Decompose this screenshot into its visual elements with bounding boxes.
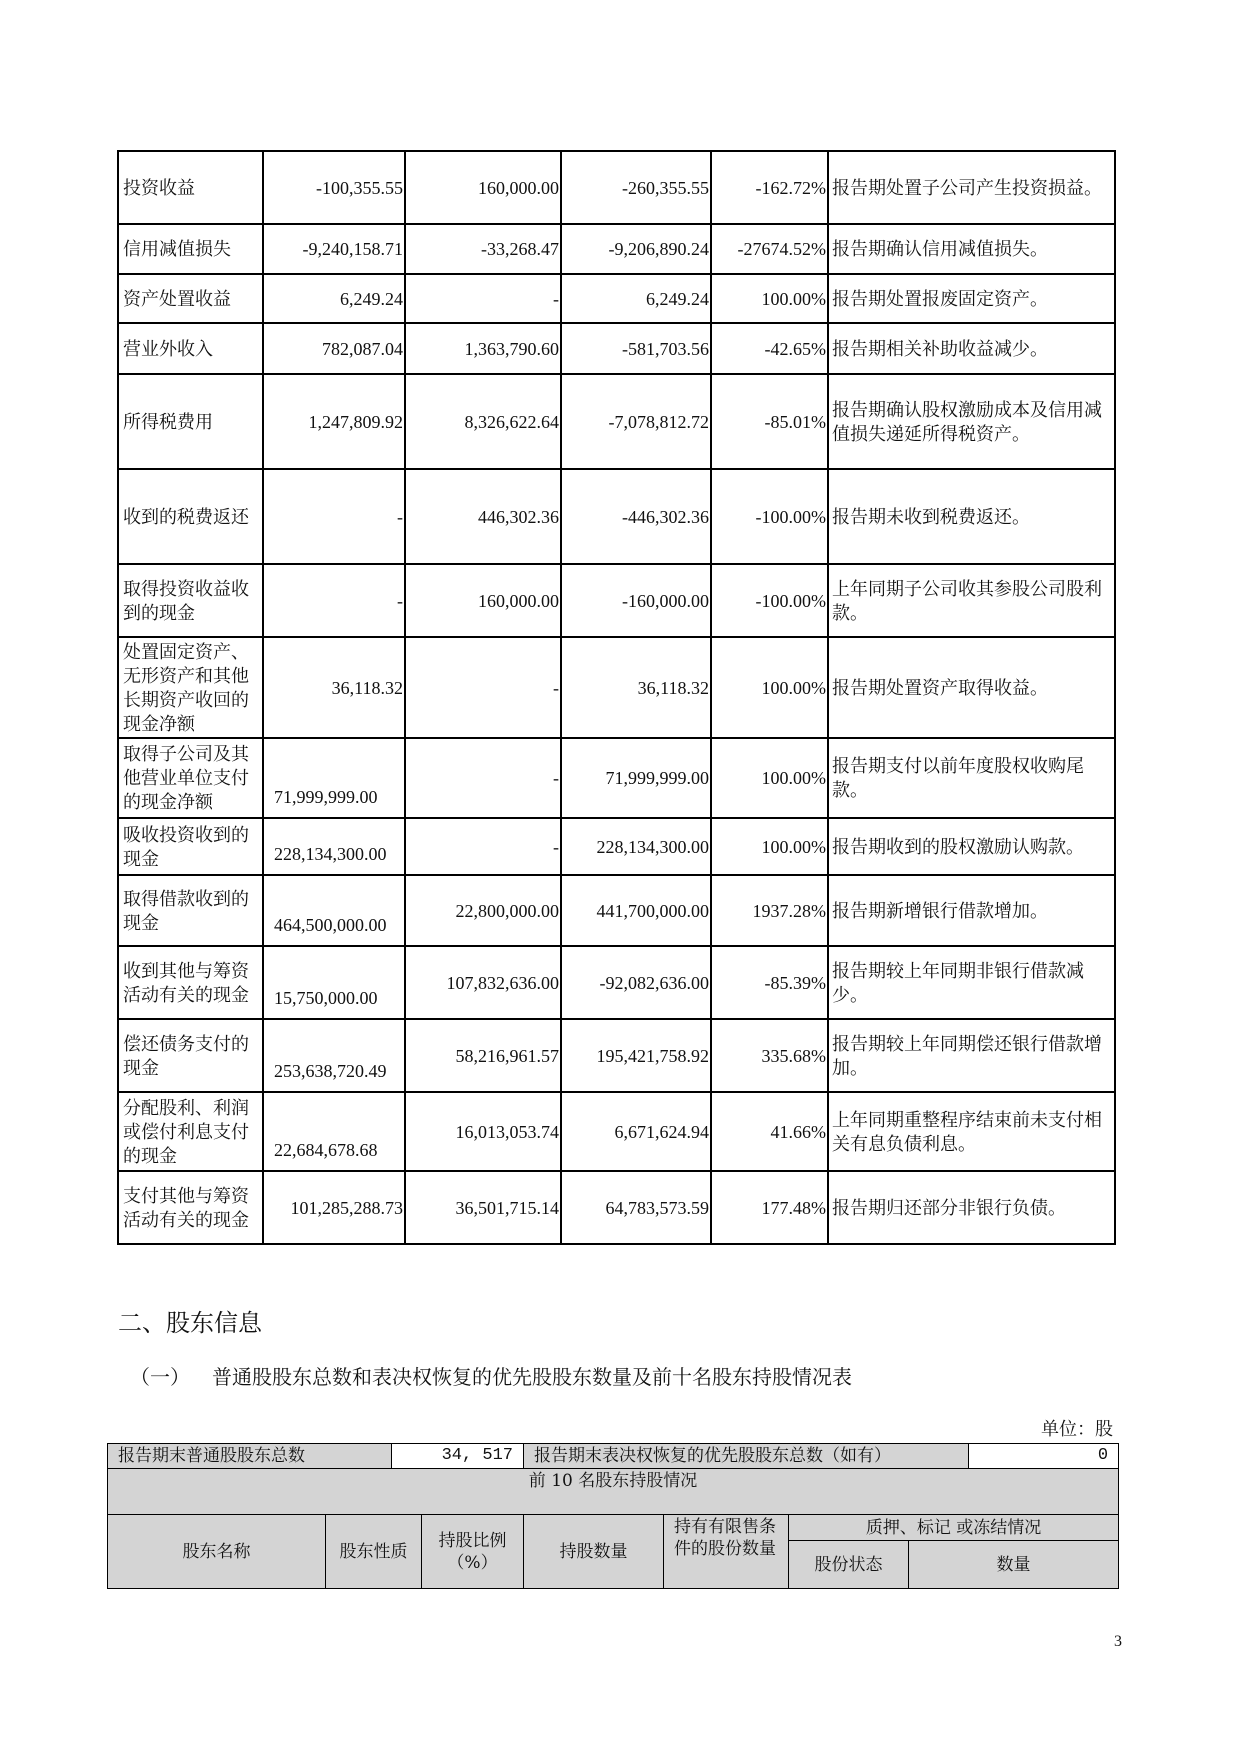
header-status: 股份状态 — [789, 1541, 909, 1589]
table-row — [108, 1444, 1119, 1469]
prior-value: 446,302.36 — [405, 469, 561, 564]
current-value: 6,249.24 — [263, 274, 405, 323]
change-value: 6,249.24 — [561, 274, 711, 323]
current-value: -100,355.55 — [263, 151, 405, 224]
change-value: 441,700,000.00 — [561, 875, 711, 946]
change-value: -446,302.36 — [561, 469, 711, 564]
table-row — [118, 1171, 1115, 1244]
table-row — [118, 323, 1115, 374]
reason-note: 报告期未收到税费返还。 — [828, 469, 1115, 564]
change-value: -260,355.55 — [561, 151, 711, 224]
table-row — [118, 637, 1115, 738]
prior-value: 160,000.00 — [405, 564, 561, 637]
current-value: 15,750,000.00 — [263, 946, 405, 1019]
item-label: 营业外收入 — [118, 323, 263, 374]
prior-value: 107,832,636.00 — [405, 946, 561, 1019]
reason-note: 报告期处置资产取得收益。 — [828, 637, 1115, 738]
reason-note: 报告期支付以前年度股权收购尾款。 — [828, 738, 1115, 818]
item-label: 吸收投资收到的现金 — [118, 818, 263, 875]
prior-value: 1,363,790.60 — [405, 323, 561, 374]
change-percent: 100.00% — [711, 818, 828, 875]
change-percent: 100.00% — [711, 274, 828, 323]
item-label: 取得子公司及其他营业单位支付的现金净额 — [118, 738, 263, 818]
prior-value: 16,013,053.74 — [405, 1092, 561, 1171]
prior-value: - — [405, 274, 561, 323]
item-label: 偿还债务支付的现金 — [118, 1019, 263, 1092]
header-nature: 股东性质 — [326, 1515, 422, 1589]
prior-value: - — [405, 738, 561, 818]
subsection-number: （一） — [130, 1367, 190, 1389]
change-percent: -100.00% — [711, 564, 828, 637]
change-percent: 41.66% — [711, 1092, 828, 1171]
change-value: -92,082,636.00 — [561, 946, 711, 1019]
total-common-label: 报告期末普通股股东总数 — [108, 1444, 392, 1469]
item-label: 取得借款收到的现金 — [118, 875, 263, 946]
reason-note: 报告期处置报废固定资产。 — [828, 274, 1115, 323]
change-percent: -85.01% — [711, 374, 828, 469]
top10-caption: 前 10 名股东持股情况 — [108, 1469, 1119, 1515]
header-amount: 数量 — [909, 1541, 1119, 1589]
change-value: 195,421,758.92 — [561, 1019, 711, 1092]
item-label: 所得税费用 — [118, 374, 263, 469]
current-value: 253,638,720.49 — [263, 1019, 405, 1092]
subsection-text: 普通股股东总数和表决权恢复的优先股股东数量及前十名股东持股情况表 — [212, 1367, 852, 1389]
current-value: - — [263, 564, 405, 637]
change-percent: -162.72% — [711, 151, 828, 224]
table-row — [108, 1469, 1119, 1515]
table-row — [118, 946, 1115, 1019]
prior-value: -33,268.47 — [405, 224, 561, 274]
prior-value: - — [405, 637, 561, 738]
reason-note: 报告期处置子公司产生投资损益。 — [828, 151, 1115, 224]
header-ratio: 持股比例（%） — [422, 1515, 524, 1589]
table-row — [118, 151, 1115, 224]
change-percent: -100.00% — [711, 469, 828, 564]
item-label: 收到的税费返还 — [118, 469, 263, 564]
item-label: 处置固定资产、无形资产和其他长期资产收回的现金净额 — [118, 637, 263, 738]
table-row — [108, 1515, 1119, 1541]
current-value: 36,118.32 — [263, 637, 405, 738]
current-value: - — [263, 469, 405, 564]
total-pref-label: 报告期末表决权恢复的优先股股东总数（如有） — [524, 1444, 969, 1469]
item-label: 支付其他与筹资活动有关的现金 — [118, 1171, 263, 1244]
item-label: 取得投资收益收到的现金 — [118, 564, 263, 637]
current-value: 228,134,300.00 — [263, 818, 405, 875]
current-value: 1,247,809.92 — [263, 374, 405, 469]
prior-value: - — [405, 818, 561, 875]
change-value: -581,703.56 — [561, 323, 711, 374]
table-row — [118, 274, 1115, 323]
prior-value: 8,326,622.64 — [405, 374, 561, 469]
table-row — [118, 1092, 1115, 1171]
current-value: 782,087.04 — [263, 323, 405, 374]
shareholder-table — [107, 1443, 1119, 1589]
reason-note: 报告期新增银行借款增加。 — [828, 875, 1115, 946]
item-label: 收到其他与筹资活动有关的现金 — [118, 946, 263, 1019]
item-label: 投资收益 — [118, 151, 263, 224]
change-value: 71,999,999.00 — [561, 738, 711, 818]
item-label: 分配股利、利润或偿付利息支付的现金 — [118, 1092, 263, 1171]
change-value: 36,118.32 — [561, 637, 711, 738]
table-row — [118, 738, 1115, 818]
table-row — [118, 374, 1115, 469]
change-percent: 100.00% — [711, 637, 828, 738]
table-row — [118, 818, 1115, 875]
header-name: 股东名称 — [108, 1515, 326, 1589]
reason-note: 报告期归还部分非银行负债。 — [828, 1171, 1115, 1244]
current-value: 71,999,999.00 — [263, 738, 405, 818]
item-label: 信用减值损失 — [118, 224, 263, 274]
current-value: 464,500,000.00 — [263, 875, 405, 946]
variance-table — [117, 150, 1116, 1245]
table-row — [118, 1019, 1115, 1092]
table-row — [118, 469, 1115, 564]
table-row — [118, 875, 1115, 946]
header-pledge-group: 质押、标记 或冻结情况 — [789, 1515, 1119, 1541]
reason-note: 上年同期子公司收其参股公司股利款。 — [828, 564, 1115, 637]
prior-value: 160,000.00 — [405, 151, 561, 224]
current-value: -9,240,158.71 — [263, 224, 405, 274]
change-value: 6,671,624.94 — [561, 1092, 711, 1171]
reason-note: 报告期较上年同期偿还银行借款增加。 — [828, 1019, 1115, 1092]
prior-value: 22,800,000.00 — [405, 875, 561, 946]
current-value: 22,684,678.68 — [263, 1092, 405, 1171]
reason-note: 报告期确认信用减值损失。 — [828, 224, 1115, 274]
section-title: 二、股东信息 — [118, 1311, 262, 1337]
change-percent: 177.48% — [711, 1171, 828, 1244]
current-value: 101,285,288.73 — [263, 1171, 405, 1244]
reason-note: 报告期确认股权激励成本及信用减值损失递延所得税资产。 — [828, 374, 1115, 469]
reason-note: 报告期较上年同期非银行借款减少。 — [828, 946, 1115, 1019]
header-restricted: 持有有限售条件的股份数量 — [664, 1515, 789, 1589]
change-value: -7,078,812.72 — [561, 374, 711, 469]
change-percent: -42.65% — [711, 323, 828, 374]
change-percent: 1937.28% — [711, 875, 828, 946]
prior-value: 36,501,715.14 — [405, 1171, 561, 1244]
table-row — [118, 224, 1115, 274]
change-percent: -85.39% — [711, 946, 828, 1019]
page-number: 3 — [1114, 1633, 1122, 1650]
prior-value: 58,216,961.57 — [405, 1019, 561, 1092]
item-label: 资产处置收益 — [118, 274, 263, 323]
change-value: -160,000.00 — [561, 564, 711, 637]
table-row — [118, 564, 1115, 637]
reason-note: 上年同期重整程序结束前未支付相关有息负债利息。 — [828, 1092, 1115, 1171]
change-value: -9,206,890.24 — [561, 224, 711, 274]
subsection-title — [130, 1361, 852, 1390]
total-common-value: 34, 517 — [392, 1444, 524, 1469]
change-value: 228,134,300.00 — [561, 818, 711, 875]
change-percent: 100.00% — [711, 738, 828, 818]
reason-note: 报告期收到的股权激励认购款。 — [828, 818, 1115, 875]
change-percent: 335.68% — [711, 1019, 828, 1092]
change-percent: -27674.52% — [711, 224, 828, 274]
change-value: 64,783,573.59 — [561, 1171, 711, 1244]
header-quantity: 持股数量 — [524, 1515, 664, 1589]
total-pref-value: 0 — [969, 1444, 1119, 1469]
reason-note: 报告期相关补助收益减少。 — [828, 323, 1115, 374]
unit-label: 单位：股 — [1041, 1419, 1113, 1439]
